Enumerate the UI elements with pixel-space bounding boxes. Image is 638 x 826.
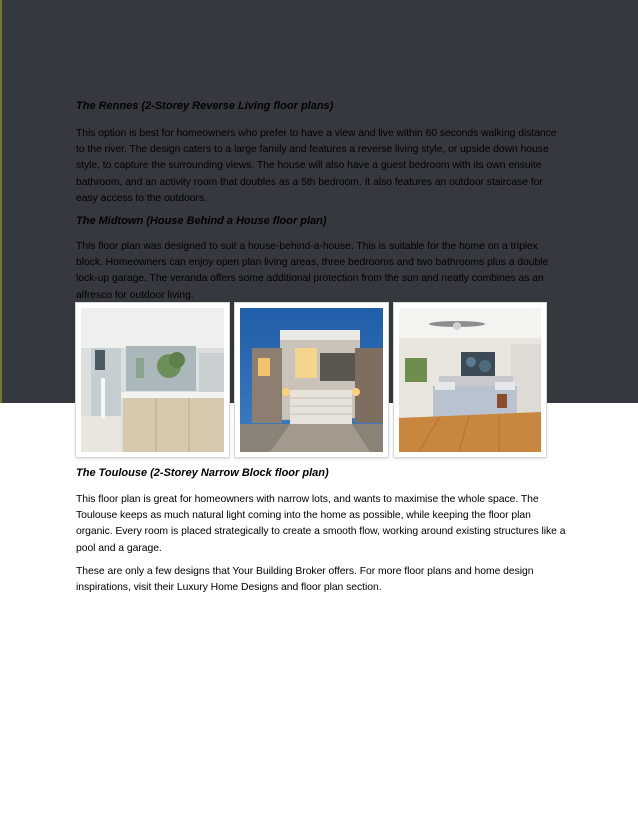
- house-exterior-photo: [235, 303, 388, 457]
- bathroom-photo: [76, 303, 229, 457]
- section-body-rennes: This option is best for homeowners who prefer to have a view and live within 60 seconds walking distance to the river. The design caters to a large family and features a reverse living style, or upside down house style, to capture the surrounding views. The house will also have a guest bedroom with its own ensuite bathroom, and an activity room that doubles as a 5th bedroom. It also features an outdoor staircase for easy access to the outdoors.: [76, 128, 557, 204]
- section-body-midtown: This floor plan was designed to suit a house-behind-a-house. This is suitable for the home on a triplex block. Homeowners can enjoy open plan living areas, three bedrooms and two bathrooms plus a double lock-up garage. The veranda offers some additional protection from the sun and neatly combines as an alfresco for outdoor living.: [76, 241, 549, 301]
- accent-edge: [0, 0, 2, 403]
- section-heading-rennes: The Rennes (2-Storey Reverse Living floor plans): [76, 100, 334, 112]
- bedroom-photo: [394, 303, 546, 457]
- section-body-toulouse: This floor plan is great for homeowners with narrow lots, and wants to maximise the whole space. The Toulouse keeps as much natural light coming into the home as possible, while keeping the floor plan organic. Every room is placed strategically to create a smooth flow, working around existing structures like a pool and a garage.: [76, 494, 566, 554]
- section-heading-toulouse: The Toulouse (2-Storey Narrow Block floor plan): [76, 467, 329, 479]
- section-heading-midtown: The Midtown (House Behind a House floor plan): [76, 215, 327, 227]
- closing-paragraph: These are only a few designs that Your Building Broker offers. For more floor plans and home design inspirations, visit their Luxury Home Designs and floor plan section.: [76, 566, 534, 594]
